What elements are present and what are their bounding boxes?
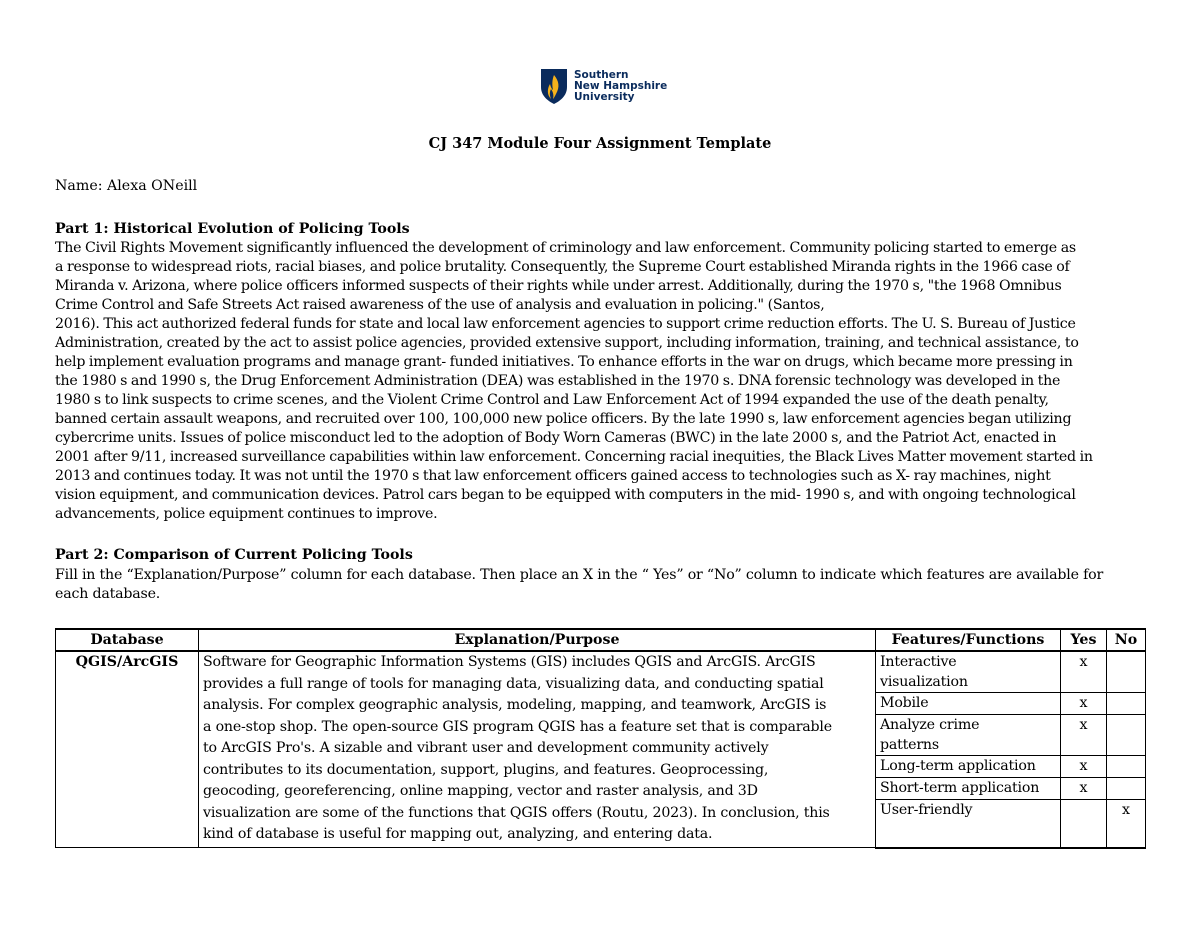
explanation-line: a one-stop shop. The open-source GIS program QGIS has a feature set that is comparable (203, 718, 832, 735)
instructions-line: Fill in the “Explanation/Purpose” column for each database. Then place an X in the “ Yes” or “No” column to indicate which features are available for (55, 567, 1104, 583)
header-explanation: Explanation/Purpose (199, 629, 876, 651)
no-cell: x (1107, 800, 1146, 848)
table-header-row (56, 629, 1146, 651)
paragraph-line: cybercrime units. Issues of police misconduct led to the adoption of Body Worn Cameras (BWC) in the late 2000 s, and the Patriot Act, enacted in (55, 430, 1057, 446)
feature-cell (876, 651, 1061, 693)
feature-label-line: Interactive (880, 654, 957, 670)
explanation-line: geocoding, georeferencing, online mapping, vector and raster analysis, and 3D (203, 783, 758, 799)
feature-cell (876, 778, 1061, 800)
paragraph-line: the 1980 s and 1990 s, the Drug Enforcement Administration (DEA) was established in the 1970 s. DNA forensic technology was developed in the (55, 373, 1061, 389)
explanation-line: to ArcGIS Pro's. A sizable and vibrant user and development community actively (203, 740, 769, 756)
feature-label-line: patterns (880, 737, 939, 753)
no-cell (1107, 693, 1146, 715)
logo-line-2: New Hampshire (574, 79, 668, 92)
header-features: Features/Functions (876, 629, 1061, 651)
part2-heading: Part 2: Comparison of Current Policing Tools (55, 547, 413, 563)
feature-label-line: visualization (880, 674, 968, 690)
feature-cell (876, 800, 1061, 848)
feature-label-line: User-friendly (880, 802, 973, 818)
paragraph-line: banned certain assault weapons, and recruited over 100, 100,000 new police officers. By the late 1990 s, law enforcement agencies began utilizing (55, 411, 1072, 427)
paragraph-line: The Civil Rights Movement significantly influenced the development of criminology and law enforcement. Community policing started to emerge as (55, 240, 1076, 256)
yes-cell: x (1061, 651, 1107, 693)
no-cell (1107, 756, 1146, 778)
header-database: Database (56, 629, 199, 651)
yes-cell (1061, 800, 1107, 848)
yes-cell: x (1061, 778, 1107, 800)
logo-line-1: Southern (574, 68, 629, 81)
paragraph-line: 1980 s to link suspects to crime scenes, and the Violent Crime Control and Law Enforcement Act of 1994 expanded the use of the death penalty, (55, 392, 1049, 408)
paragraph-line: help implement evaluation programs and manage grant- funded initiatives. To enhance efforts in the war on drugs, which became more pressing in (55, 354, 1073, 370)
paragraph-line: a response to widespread riots, racial biases, and police brutality. Consequently, the Supreme Court established Miranda rights in the 1966 case of (55, 259, 1070, 275)
yes-cell: x (1061, 693, 1107, 715)
paragraph-line: vision equipment, and communication devices. Patrol cars began to be equipped with computers in the mid- 1990 s, and with ongoing technological (55, 487, 1076, 503)
instructions-line: each database. (55, 586, 161, 602)
university-logo (539, 67, 667, 105)
yes-cell: x (1061, 715, 1107, 756)
feature-cell (876, 756, 1061, 778)
feature-label-line: Long-term application (880, 758, 1036, 774)
paragraph-line: Administration, created by the act to assist police agencies, provided extensive support, including information, training, and technical assistance, to (55, 335, 1079, 351)
part1-heading: Part 1: Historical Evolution of Policing Tools (55, 221, 410, 237)
university-wordmark (574, 70, 667, 103)
no-cell (1107, 651, 1146, 693)
snhu-shield-flame-icon (539, 67, 569, 105)
header-yes: Yes (1061, 629, 1107, 651)
header-no: No (1107, 629, 1146, 651)
paragraph-line: 2016). This act authorized federal funds for state and local law enforcement agencies to support crime reduction efforts. The U. S. Bureau of Justice (55, 316, 1076, 332)
explanation-cell (199, 651, 876, 848)
paragraph-line: Miranda v. Arizona, where police officers informed suspects of their rights while under arrest. Additionally, during the 1970 s, "the 1968 Omnibus (55, 278, 1062, 294)
feature-cell (876, 715, 1061, 756)
paragraph-line: 2013 and continues today. It was not until the 1970 s that law enforcement officers gained access to technologies such as X- ray machines, night (55, 468, 1051, 484)
feature-label-line: Analyze crime (880, 717, 980, 733)
explanation-line: contributes to its documentation, support, plugins, and features. Geoprocessing, (203, 761, 769, 778)
student-name: Name: Alexa ONeill (55, 178, 198, 194)
explanation-line: provides a full range of tools for managing data, visualizing data, and conducting spatial (203, 675, 824, 692)
yes-cell: x (1061, 756, 1107, 778)
explanation-line: visualization are some of the functions that QGIS offers (Routu, 2023). In conclusion, this (203, 804, 830, 821)
no-cell (1107, 715, 1146, 756)
table-row (56, 651, 1146, 693)
database-comparison-table (55, 628, 1146, 849)
paragraph-line: Crime Control and Safe Streets Act raised awareness of the use of analysis and evaluation in policing." (Santos, (55, 297, 825, 313)
paragraph-line: advancements, police equipment continues to improve. (55, 506, 438, 522)
feature-label-line: Short-term application (880, 780, 1040, 796)
explanation-line: analysis. For complex geographic analysis, modeling, mapping, and teamwork, ArcGIS is (203, 697, 827, 713)
no-cell (1107, 778, 1146, 800)
database-name-cell: QGIS/ArcGIS (56, 651, 199, 848)
feature-cell (876, 693, 1061, 715)
part1-paragraph (55, 239, 1145, 524)
explanation-line: Software for Geographic Information Systems (GIS) includes QGIS and ArcGIS. ArcGIS (203, 654, 816, 670)
document-title: CJ 347 Module Four Assignment Template (428, 135, 772, 152)
feature-label-line: Mobile (880, 695, 929, 711)
part2-instructions (55, 566, 1145, 604)
logo-line-3: University (574, 90, 635, 103)
paragraph-line: 2001 after 9/11, increased surveillance capabilities within law enforcement. Concerning racial inequities, the Black Lives Matter movement started in (55, 449, 1093, 465)
explanation-line: kind of database is useful for mapping out, analyzing, and entering data. (203, 826, 713, 842)
